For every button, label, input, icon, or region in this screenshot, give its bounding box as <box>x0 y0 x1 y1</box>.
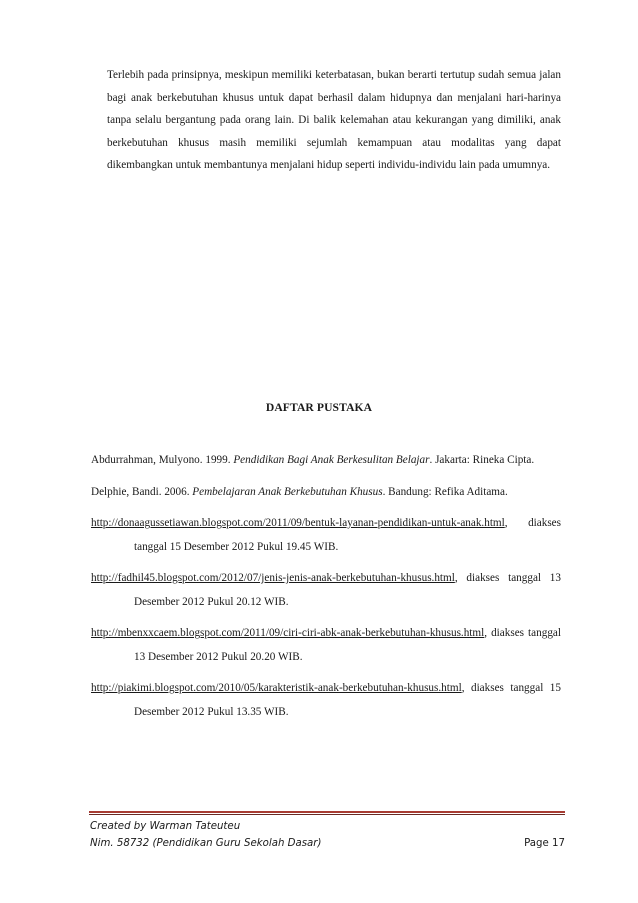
footer-divider <box>89 811 565 813</box>
reference-publisher: . Bandung: Refika Aditama. <box>382 485 508 498</box>
reference-access-date: , diakses tanggal 13 Desember 2012 Pukul 20.20 WIB. <box>134 627 561 663</box>
bibliography-list <box>91 449 561 724</box>
reference-author: Delphie, Bandi. 2006. <box>91 485 193 498</box>
page-footer <box>90 818 565 852</box>
reference-title: Pendidikan Bagi Anak Berkesulitan Belajar <box>233 454 430 466</box>
body-paragraph: Terlebih pada prinsipnya, meskipun memiliki keterbatasan, bukan berarti tertutup sudah semua jalan bagi anak berkebutuhan khusus untuk dapat berhasil dalam hidupnya dan menjalani hari-harinya tanpa selalu bergantung pada orang lain. Di balik kelemahan atau kekurangan yang dimiliki, anak berkebutuhan khusus masih memiliki sejumlah kemampuan atau modalitas yang dapat dikembangkan untuk membantunya menjalani hidup seperti individu-individu lain pada umumnya. <box>107 69 561 172</box>
reference-item <box>91 512 561 559</box>
reference-item <box>91 567 561 614</box>
footer-divider-thin <box>89 814 565 815</box>
reference-access-date: , diakses tanggal 15 Desember 2012 Pukul 13.35 WIB. <box>134 682 561 718</box>
reference-item <box>91 449 561 473</box>
reference-link[interactable]: http://mbenxxcaem.blogspot.com/2011/09/ciri-ciri-abk-anak-berkebutuhan-khusus.html <box>91 627 485 639</box>
footer-nim: Nim. 58732 (Pendidikan Guru Sekolah Dasar) <box>90 838 322 849</box>
reference-link[interactable]: http://fadhil45.blogspot.com/2012/07/jenis-jenis-anak-berkebutuhan-khusus.html <box>91 572 455 584</box>
reference-access-date: , diakses tanggal 13 Desember 2012 Pukul 20.12 WIB. <box>134 572 561 608</box>
reference-publisher: . Jakarta: Rineka Cipta. <box>429 454 535 466</box>
page-number: Page 17 <box>524 838 565 849</box>
bibliography-heading: DAFTAR PUSTAKA <box>265 401 373 414</box>
reference-link[interactable]: http://donaagussetiawan.blogspot.com/2011/09/bentuk-layanan-pendidikan-untuk-anak.html <box>91 517 505 529</box>
footer-author: Created by Warman Tateuteu <box>90 821 241 832</box>
reference-item <box>91 622 561 669</box>
reference-author: Abdurrahman, Mulyono. 1999. <box>91 454 234 466</box>
reference-title: Pembelajaran Anak Berkebutuhan Khusus <box>192 485 383 498</box>
reference-link[interactable]: http://piakimi.blogspot.com/2010/05/karakteristik-anak-berkebutuhan-khusus.html <box>91 682 462 694</box>
reference-item <box>91 481 561 505</box>
reference-item <box>91 677 561 724</box>
reference-access-date: , diakses tanggal 15 Desember 2012 Pukul 19.45 WIB. <box>134 517 561 553</box>
